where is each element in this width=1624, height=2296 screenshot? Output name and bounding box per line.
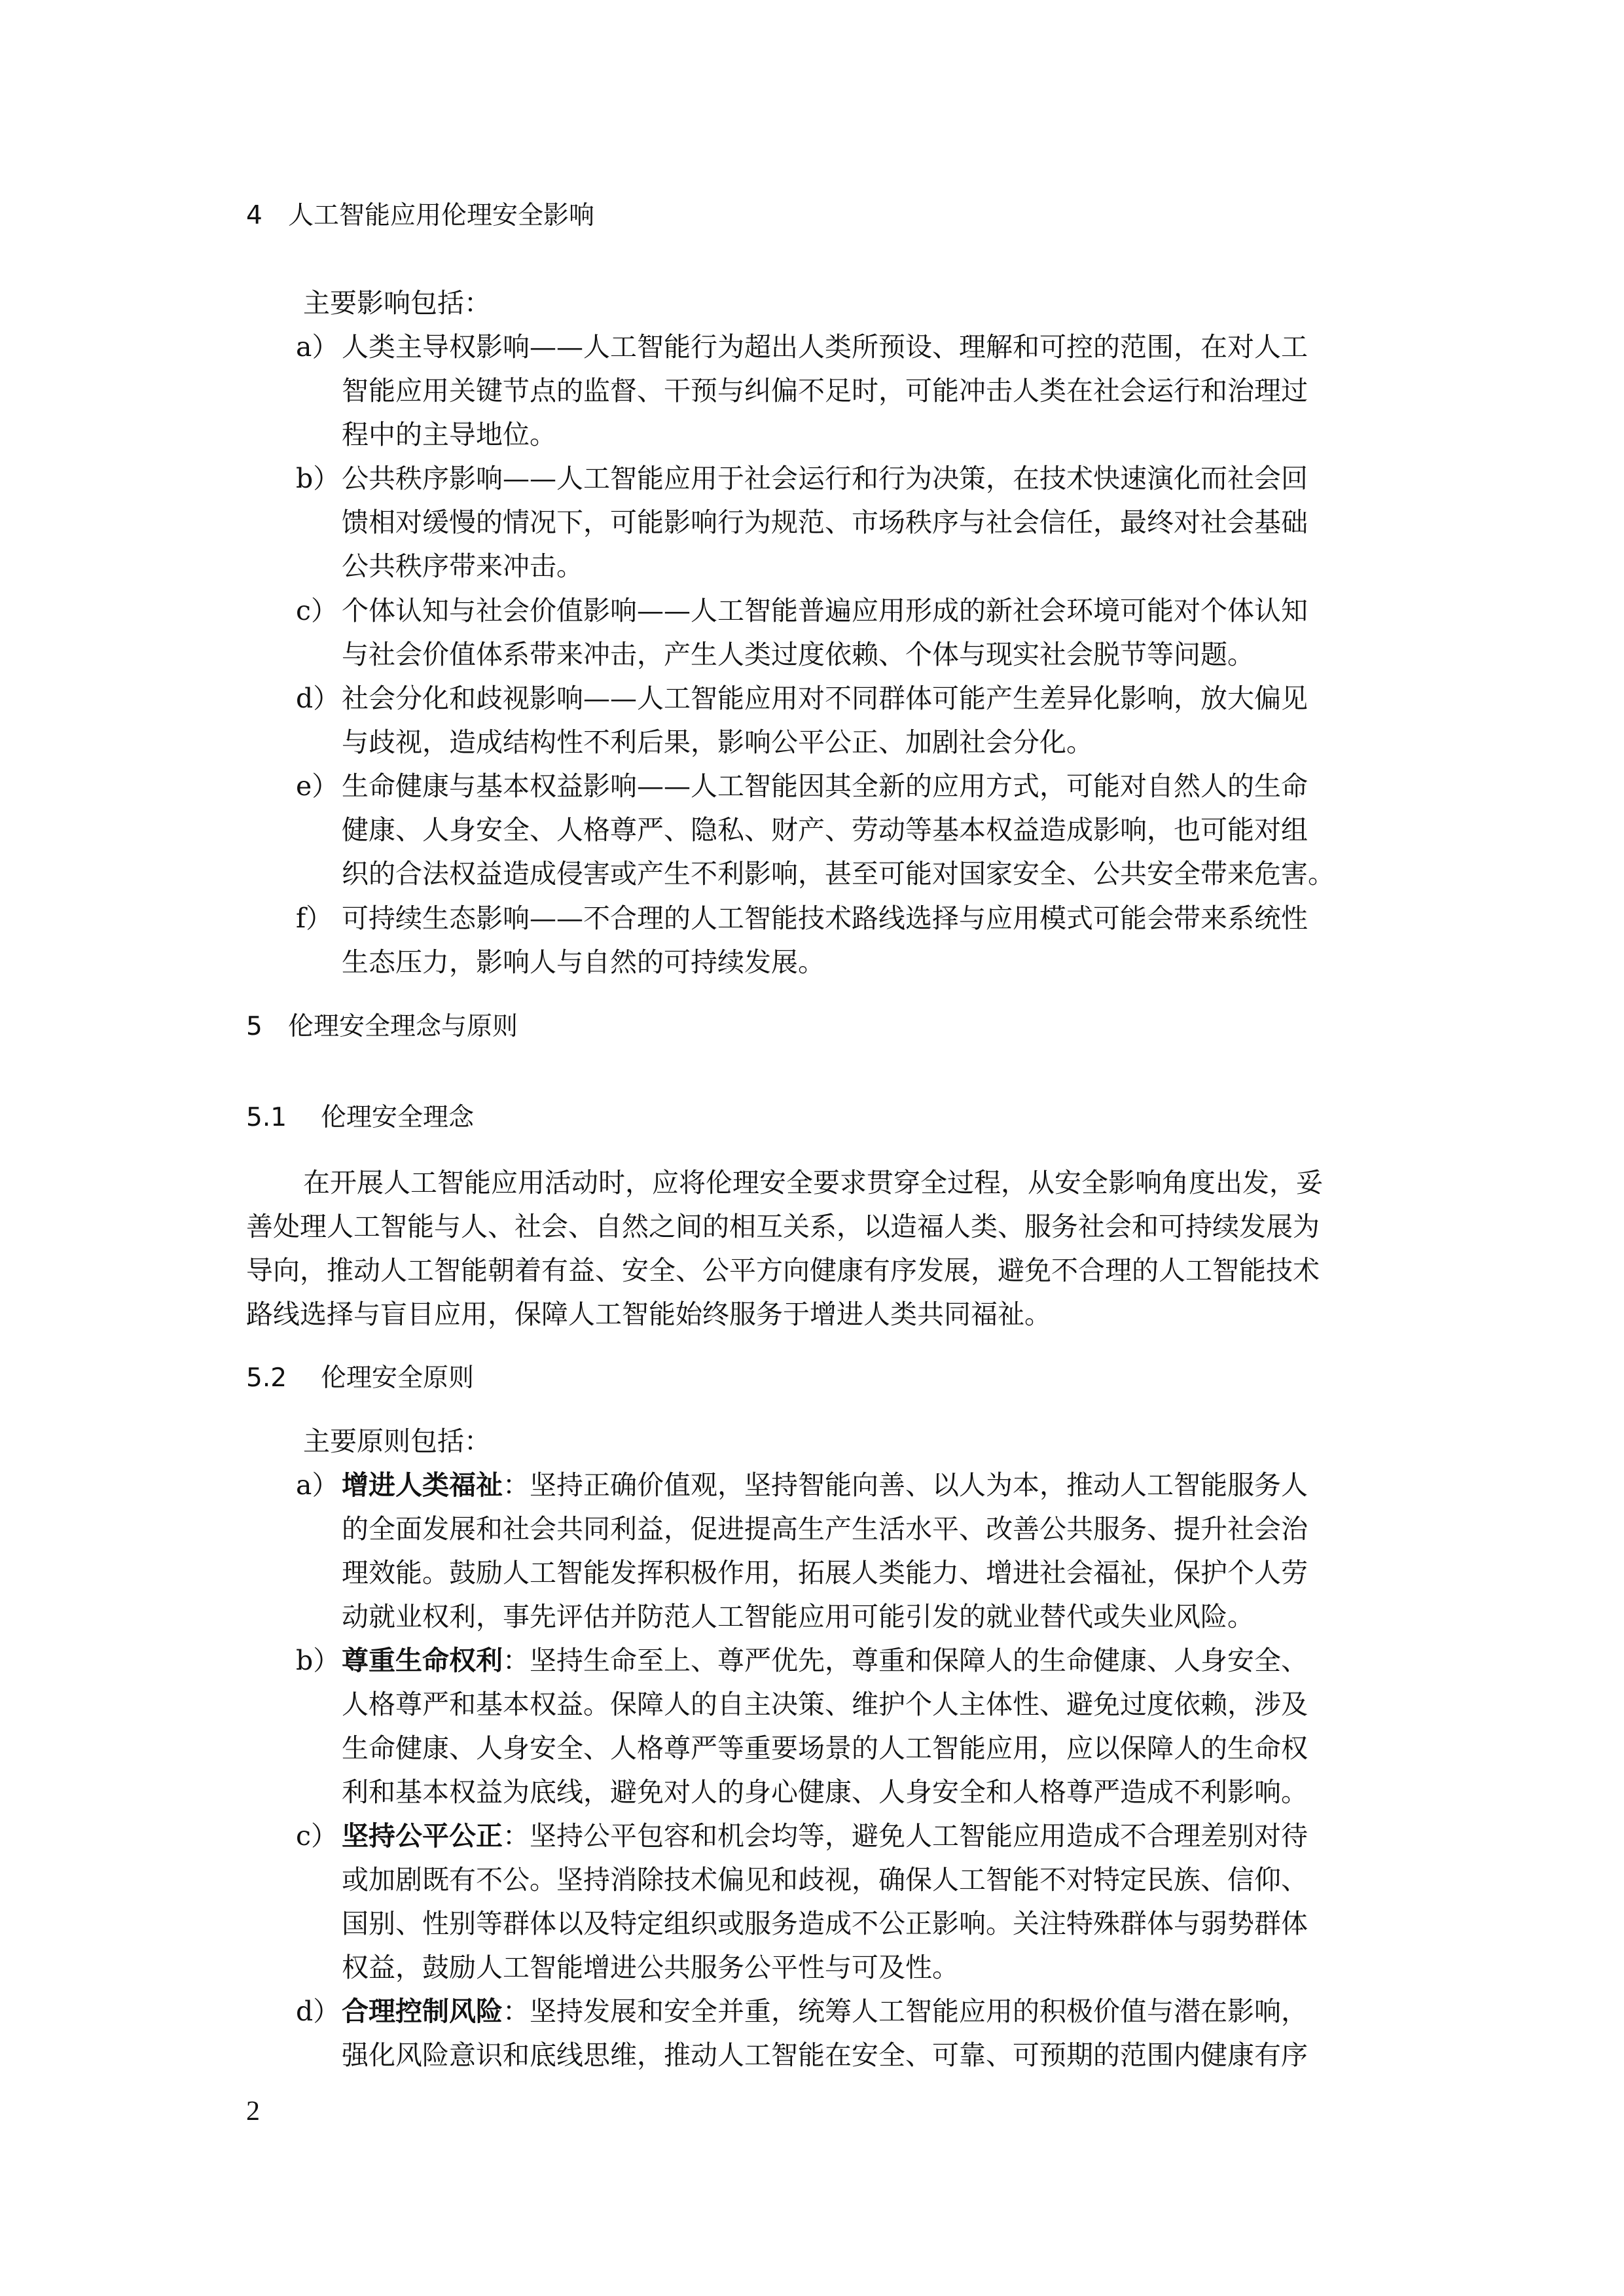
list-item-text: 与歧视，造成结构性不利后果，影响公平公正、加剧社会分化。 [342,726,1093,758]
list-item-text: 人格尊严和基本权益。保障人的自主决策、维护个人主体性、避免过度依赖，涉及 [342,1689,1308,1720]
list-item-line [296,1639,1384,1683]
list-item-line [296,1683,1384,1727]
list-item-line [296,764,1384,808]
list-item-line [296,808,1384,852]
list-item-text: 的全面发展和社会共同利益，促进提高生产生活水平、改善公共服务、提升社会治 [342,1513,1308,1545]
list-item-line [296,941,1384,984]
paragraph-line: 导向，推动人工智能朝着有益、安全、公平方向健康有序发展，避免不合理的人工智能技术 [246,1255,1320,1286]
section-4-intro: 主要影响包括： [303,287,491,319]
list-item-text: 公共秩序影响——人工智能应用于社会运行和行为决策，在技术快速演化而社会回 [342,463,1308,494]
list-item-text: 生命健康与基本权益影响——人工智能因其全新的应用方式，可能对自然人的生命 [342,770,1308,802]
list-item [296,764,1384,896]
list-item-line [296,897,1384,941]
list-item-text: 馈相对缓慢的情况下，可能影响行为规范、市场秩序与社会信任，最终对社会基础 [342,507,1308,538]
section-4-heading [246,198,594,234]
section-title: 伦理安全理念与原则 [288,1012,518,1041]
list-item-text: 程中的主导地位。 [342,419,556,450]
list-item-text: 公共秩序带来冲击。 [342,550,583,582]
list-item [296,897,1384,984]
section-5-2-intro: 主要原则包括： [303,1426,491,1457]
list-item-text: 生命健康、人身安全、人格尊严等重要场景的人工智能应用，应以保障人的生命权 [342,1732,1308,1764]
list-item-text: 利和基本权益为底线，避免对人的身心健康、人身安全和人格尊严造成不利影响。 [342,1776,1308,1808]
list-marker: c） [296,595,338,626]
list-item-text: 或加剧既有不公。坚持消除技术偏见和歧视，确保人工智能不对特定民族、信仰、 [342,1864,1308,1895]
section-5-1-heading [246,1100,474,1136]
list-item-line [296,1946,1384,1990]
list-marker: d） [296,1996,340,2027]
page-number: 2 [246,2096,260,2126]
section-number: 5.2 [246,1363,287,1393]
principle-name: 坚持公平公正 [342,1820,503,1852]
list-item [296,325,1384,457]
list-item [296,1990,1384,2077]
list-item-text: 织的合法权益造成侵害或产生不利影响，甚至可能对国家安全、公共安全带来危害。 [342,858,1335,889]
paragraph-line: 善处理人工智能与人、社会、自然之间的相互关系，以造福人类、服务社会和可持续发展为 [246,1211,1320,1242]
list-item [296,1639,1384,1814]
list-item-line [296,369,1384,413]
list-item-line [296,721,1384,764]
list-marker: e） [296,770,339,802]
paragraph-line: 路线选择与盲目应用，保障人工智能始终服务于增进人类共同福祉。 [246,1299,1051,1330]
section-number: 5.1 [246,1103,287,1132]
list-item-line [296,1858,1384,1902]
list-item-line [296,1727,1384,1770]
paragraph-line: 在开展人工智能应用活动时，应将伦理安全要求贯穿全过程，从安全影响角度出发，妥 [303,1167,1323,1198]
list-item-line [296,1770,1384,1814]
list-item-line [296,1990,1384,2034]
list-item-text: 个体认知与社会价值影响——人工智能普遍应用形成的新社会环境可能对个体认知 [342,595,1308,626]
list-item-text: ：坚持公平包容和机会均等，避免人工智能应用造成不合理差别对待 [503,1820,1308,1852]
section-title: 伦理安全理念 [321,1103,475,1132]
list-item-text: 与社会价值体系带来冲击，产生人类过度依赖、个体与现实社会脱节等问题。 [342,639,1254,670]
list-item-text: 智能应用关键节点的监督、干预与纠偏不足时，可能冲击人类在社会运行和治理过 [342,375,1308,406]
list-item-text: ：坚持生命至上、尊严优先，尊重和保障人的生命健康、人身安全、 [503,1645,1308,1676]
list-item-line [296,589,1384,633]
list-item-line [296,1902,1384,1946]
section-5-2-heading [246,1360,474,1397]
list-item-line [296,501,1384,545]
list-item-text: 社会分化和歧视影响——人工智能应用对不同群体可能产生差异化影响，放大偏见 [342,683,1308,714]
list-item-text: 生态压力，影响人与自然的可持续发展。 [342,946,825,978]
section-title: 伦理安全原则 [321,1363,475,1393]
list-item-line [296,2034,1384,2077]
list-item-text: ：坚持正确价值观，坚持智能向善、以人为本，推动人工智能服务人 [503,1469,1308,1501]
section-number: 5 [246,1012,262,1041]
list-item-line [296,633,1384,677]
section-number: 4 [246,201,262,230]
list-item-text: 权益，鼓励人工智能增进公共服务公平性与可及性。 [342,1952,959,1983]
section-title: 人工智能应用伦理安全影响 [288,201,595,230]
list-item-line [296,852,1384,896]
list-item-line [296,545,1384,588]
list-marker: c） [296,1820,338,1852]
list-marker: a） [296,1469,339,1501]
list-item-text: 国别、性别等群体以及特定组织或服务造成不公正影响。关注特殊群体与弱势群体 [342,1908,1308,1939]
list-item-line [296,1507,1384,1551]
list-marker: b） [296,463,340,494]
list-item [296,1463,1384,1639]
list-item-line [296,1814,1384,1858]
list-marker: f） [296,903,333,934]
principle-name: 尊重生命权利 [342,1645,503,1676]
list-item-line [296,457,1384,501]
principle-name: 增进人类福祉 [342,1469,503,1501]
list-item-text: 健康、人身安全、人格尊严、隐私、财产、劳动等基本权益造成影响，也可能对组 [342,814,1308,846]
list-item [296,589,1384,677]
list-item-line [296,677,1384,721]
list-item [296,457,1384,588]
list-marker: d） [296,683,340,714]
list-item [296,1814,1384,1990]
list-item-line [296,1463,1384,1507]
principle-name: 合理控制风险 [342,1996,503,2027]
section-5-heading [246,1009,518,1045]
list-item-line [296,1595,1384,1639]
list-marker: a） [296,331,339,363]
list-item-text: 理效能。鼓励人工智能发挥积极作用，拓展人类能力、增进社会福祉，保护个人劳 [342,1557,1308,1588]
list-item-line [296,413,1384,457]
list-marker: b） [296,1645,340,1676]
list-item-text: 人类主导权影响——人工智能行为超出人类所预设、理解和可控的范围，在对人工 [342,331,1308,363]
list-item [296,677,1384,764]
list-item-text: 动就业权利，事先评估并防范人工智能应用可能引发的就业替代或失业风险。 [342,1601,1254,1632]
list-item-text: ：坚持发展和安全并重，统筹人工智能应用的积极价值与潜在影响， [503,1996,1308,2027]
list-item-line [296,1551,1384,1595]
list-item-line [296,325,1384,369]
list-item-text: 强化风险意识和底线思维，推动人工智能在安全、可靠、可预期的范围内健康有序 [342,2039,1308,2071]
section-5-1-paragraph [246,1161,1384,1336]
list-item-text: 可持续生态影响——不合理的人工智能技术路线选择与应用模式可能会带来系统性 [342,903,1308,934]
